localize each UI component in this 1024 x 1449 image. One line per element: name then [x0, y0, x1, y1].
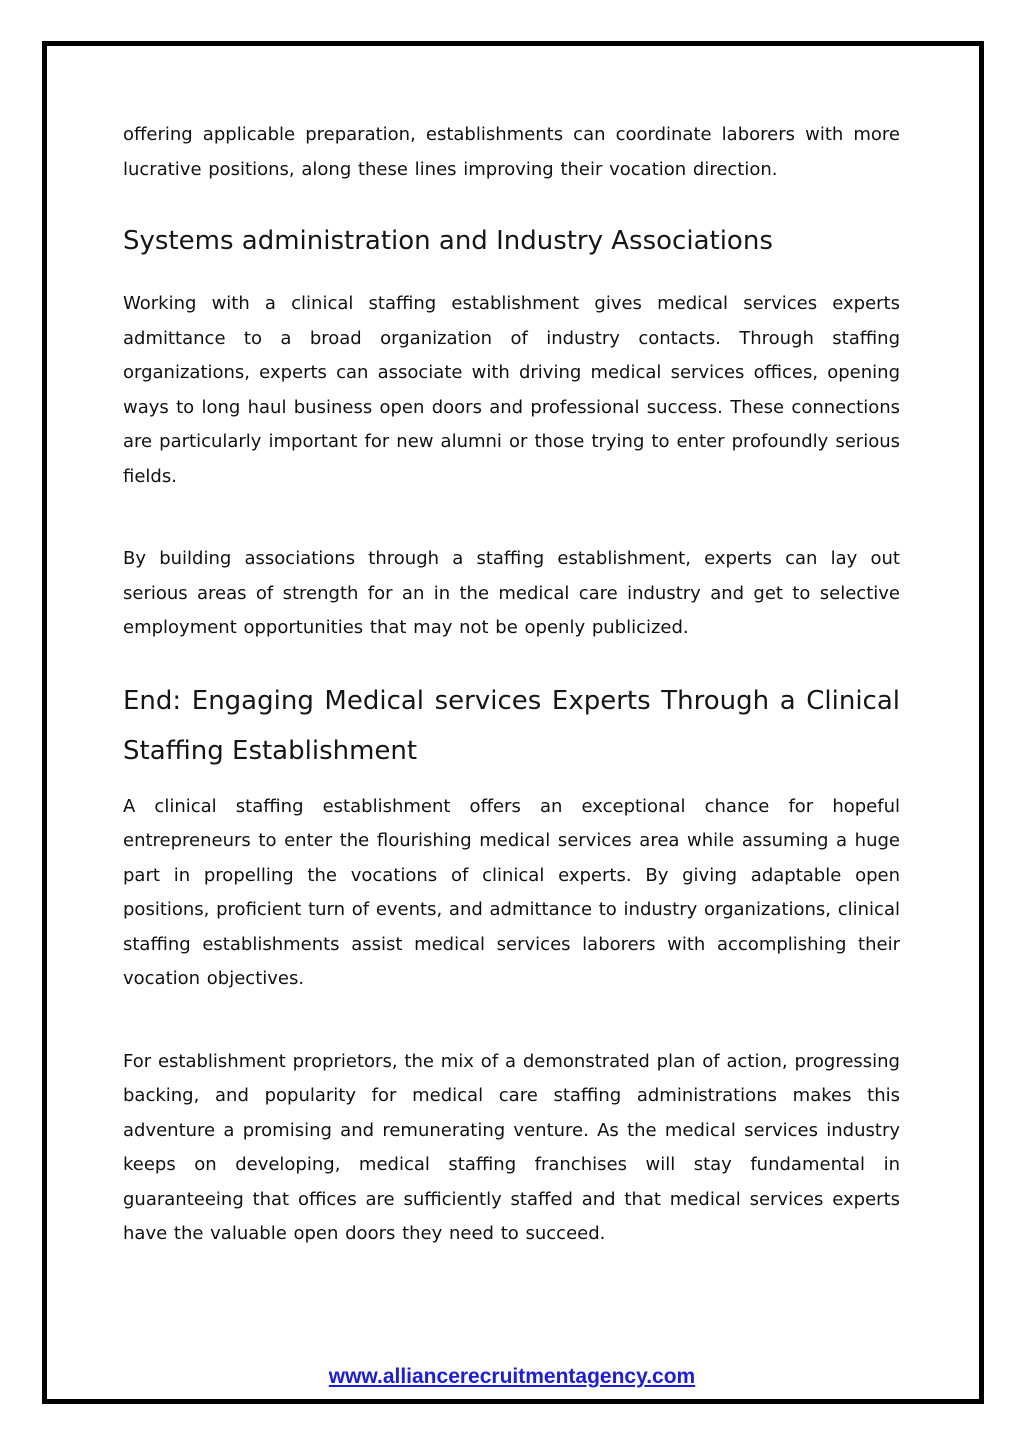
page-footer [0, 1362, 1024, 1393]
section-heading-networking: Systems administration and Industry Associations [123, 226, 773, 256]
paragraph-conclusion-2: For establishment proprietors, the mix of a demonstrated plan of action, progressing backing, and popularity for medical care staffing administrations makes this adventure a promising and remunerating venture. As the medical services industry keeps on developing, medical staffing franchises will stay fundamental in guaranteeing that offices are sufficiently staffed and that medical services experts have the valuable open doors they need to succeed. [123, 1050, 900, 1244]
page-content [123, 118, 900, 1252]
section-heading-conclusion: End: Engaging Medical services Experts Through a Clinical Staffing Establishment [123, 685, 900, 766]
paragraph-networking-2: By building associations through a staffing establishment, experts can lay out serious areas of strength for an in the medical care industry and get to selective employment opportunities that may not be openly publicized. [123, 548, 900, 638]
paragraph-conclusion-1: A clinical staffing establishment offers an exceptional chance for hopeful entrepreneurs to enter the flourishing medical services area while assuming a huge part in propelling the vocations of clinical experts. By giving adaptable open positions, proficient turn of events, and admittance to industry organizations, clinical staffing establishments assist medical services laborers with accomplishing their vocation objectives. [123, 795, 900, 989]
paragraph-networking-1: Working with a clinical staffing establishment gives medical services experts admittance to a broad organization of industry contacts. Through staffing organizations, experts can associate with driving medical services offices, opening ways to long haul business open doors and professional success. These connections are particularly important for new alumni or those trying to enter profoundly serious fields. [123, 293, 900, 487]
footer-website-link[interactable]: www.alliancerecruitmentagency.com [328, 1365, 696, 1388]
intro-paragraph: offering applicable preparation, establishments can coordinate laborers with more lucrative positions, along these lines improving their vocation direction. [123, 124, 900, 180]
